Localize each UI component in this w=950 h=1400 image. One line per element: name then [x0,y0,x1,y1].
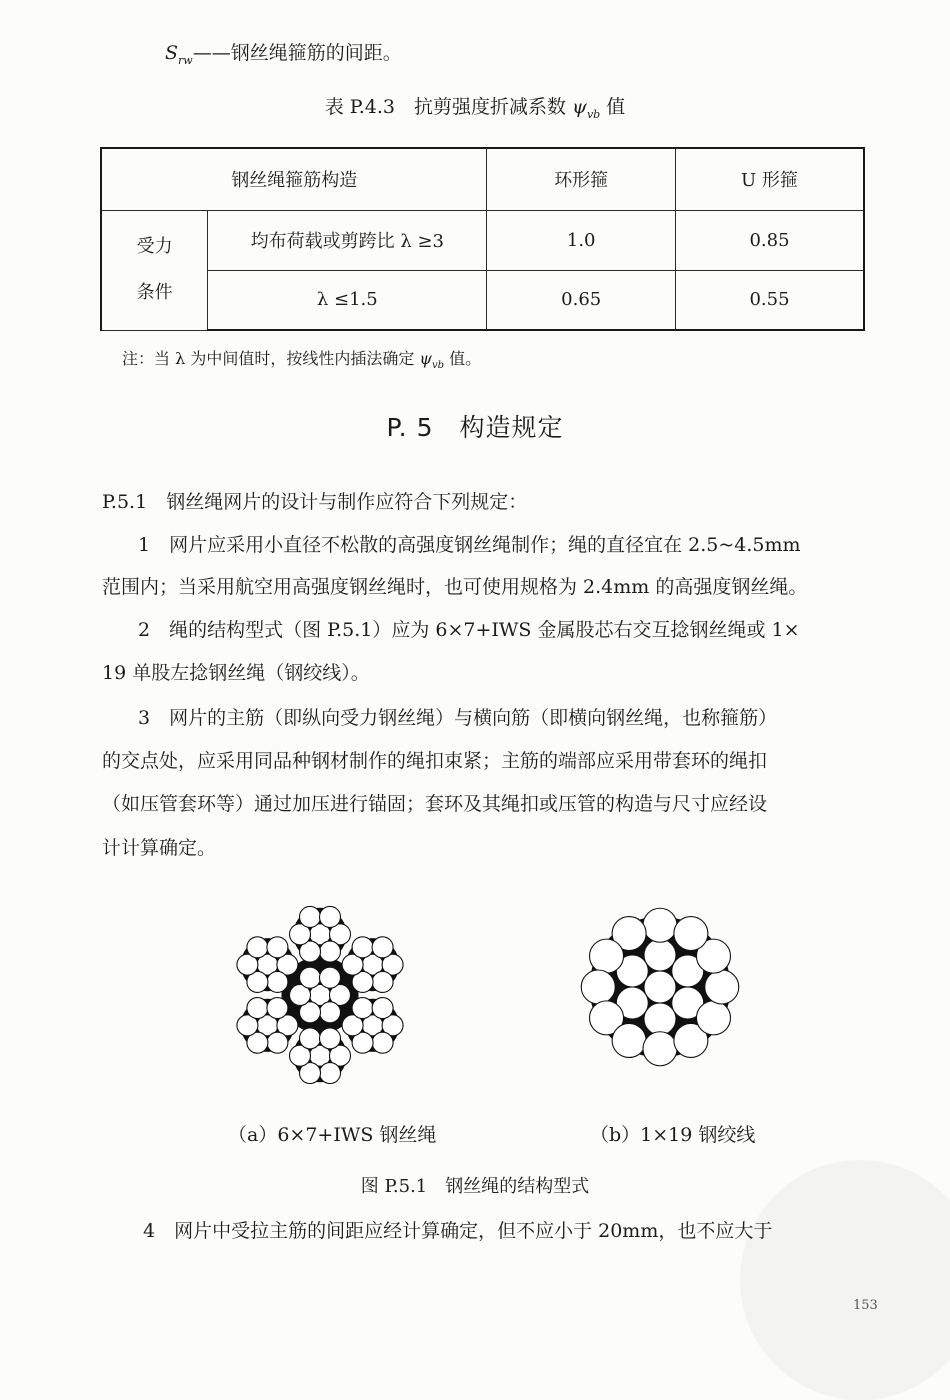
wire [300,967,321,988]
wire [590,939,624,973]
figure-b-caption: （b）1×19 钢绞线 [590,1124,756,1146]
wire [644,939,676,971]
wire [267,998,288,1019]
table-note [122,346,481,371]
item3-line1: 3 网片的主筋（即纵向受力钢丝绳）与横向筋（即横向钢丝绳，也称箍筋） [138,707,778,729]
item2-line2: 19 单股左捻钢丝绳（钢绞线）。 [102,662,370,684]
wire [267,1032,288,1053]
wire [247,998,268,1019]
wire [644,971,676,1003]
row1-ring-value: 1.0 [487,210,676,270]
row1-u-value: 0.85 [675,210,864,270]
row1-condition: 均布荷载或剪跨比 λ ≥3 [208,210,487,270]
wire [352,998,373,1019]
wire [320,1002,341,1023]
wire [320,1063,341,1084]
wire [267,971,288,992]
wire [267,937,288,958]
note-suffix: 值。 [444,349,482,368]
table-title-suffix: 值 [600,96,626,118]
header-ring-stirrup: 环形箍 [487,148,676,210]
table-title [0,92,950,121]
symbol-subscript: rw [178,53,193,67]
figure-a-rope-cross-section [225,900,415,1090]
wire [320,967,341,988]
wire [300,1028,321,1049]
row2-condition: λ ≤1.5 [208,270,487,330]
figure-a-caption: （a）6×7+IWS 钢丝绳 [228,1124,437,1146]
item3-line2: 的交点处，应采用同品种钢材制作的绳扣束紧；主筋的端部应采用带套环的绳扣 [102,750,768,772]
item1-line2: 范围内；当采用航空用高强度钢丝绳时，也可使用规格为 2.4mm 的高强度钢丝绳。 [102,576,808,598]
header-u-stirrup: U 形箍 [675,148,864,210]
wire [320,941,341,962]
figure-b-strand-cross-section [555,882,765,1092]
wire [581,970,615,1004]
wire [674,917,708,951]
wire [372,1032,393,1053]
item2-line1: 2 绳的结构型式（图 P.5.1）应为 6×7+IWS 金属股芯右交互捻钢丝绳或 1× [138,619,800,641]
group-label-line-1: 受力 [136,236,173,257]
row2-ring-value: 0.65 [487,270,676,330]
definition-text: ——钢丝绳箍筋的间距。 [192,42,402,64]
item4-line1: 4 网片中受拉主筋的间距应经计算确定，但不应小于 20mm，也不应大于 [143,1220,773,1242]
note-subscript: vb [431,360,445,372]
wire [320,906,341,927]
wire [612,1023,646,1057]
wire [644,1003,676,1035]
table-title-subscript: vb [586,107,601,121]
wire [247,937,268,958]
wire [372,971,393,992]
wire [705,970,739,1004]
table-title-text: 表 P.4.3 抗剪强度折减系数 [324,96,573,118]
group-label-line-2: 条件 [136,282,173,303]
item3-line4: 计计算确定。 [102,837,217,859]
wire [352,937,373,958]
note-symbol: ψ [419,349,432,368]
wire [372,998,393,1019]
wire [643,908,677,942]
header-structure: 钢丝绳箍筋构造 [101,148,487,210]
wire [300,906,321,927]
table-title-symbol: ψ [572,96,587,118]
item1-line1: 1 网片应采用小直径不松散的高强度钢丝绳制作；绳的直径宜在 2.5~4.5mm [138,534,801,556]
wire [696,1001,730,1035]
figure-caption: 图 P.5.1 钢丝绳的结构型式 [360,1176,590,1197]
clause-p51: P.5.1 钢丝绳网片的设计与制作应符合下列规定： [102,491,528,513]
note-text: 注：当 λ 为中间值时，按线性内插法确定 [122,349,420,368]
reduction-factor-table [100,147,865,329]
section-title: P. 5 构造规定 [386,413,564,442]
wire [643,1032,677,1066]
wire [372,937,393,958]
symbol-s: S [165,42,179,64]
item3-line3: （如压管套环等）通过加压进行锚固；套环及其绳扣或压管的构造与尺寸应经设 [102,793,768,815]
rope-spacing-definition [165,38,402,67]
row2-u-value: 0.55 [675,270,864,330]
group-label-load-condition [101,210,208,330]
page-number: 153 [853,1298,878,1313]
wire [320,1028,341,1049]
